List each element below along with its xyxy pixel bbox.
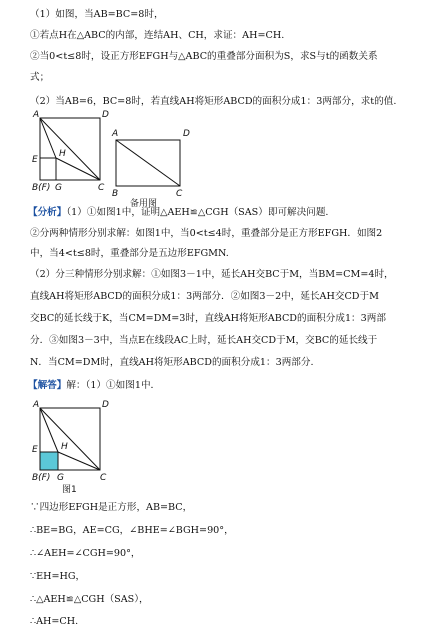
- analysis-line-7: 分．③如图3－3中，当点E在线段AC上时，延长AH交CD于M，交BC的延长线于: [30, 335, 378, 346]
- problem-part2: （2）当AB=6，BC=8时，若直线AH将矩形ABCD的面积分成1：3两部分，求t的值.: [30, 96, 397, 107]
- spare-label-b: B: [112, 189, 119, 199]
- analysis-line-6: 交BC的延长线于K，当CM=DM=3时，直线AH将矩形ABCD的面积分成1：3两部: [30, 313, 386, 324]
- problem-part1-q1: ①若点H在△ABC的内部，连结AH、CH，求证：AH=CH.: [30, 30, 285, 41]
- solution-step-4: ∵EH=HG，: [30, 571, 86, 582]
- fig1-label-a: A: [33, 110, 40, 120]
- fig1-square-efgh: [40, 158, 56, 180]
- fig1-label-c: C: [98, 183, 105, 193]
- sol-fig-label-d: D: [102, 400, 109, 410]
- fig1-line-hc: [56, 158, 100, 180]
- problem-part1-q2-cont: 式；: [30, 72, 50, 83]
- sol-fig-label-g: G: [57, 473, 64, 483]
- spare-caption: 备用图: [130, 199, 158, 209]
- sol-fig-label-a: A: [33, 400, 40, 410]
- fig1-label-g: G: [55, 183, 62, 193]
- analysis-tag: 【分析】: [28, 207, 67, 218]
- solution-step-3: ∴∠AEH=∠CGH=90°，: [30, 548, 141, 559]
- solution-figure-1: [30, 402, 110, 494]
- solution-text-1: 解：（1）①如图1中．: [66, 380, 161, 391]
- sol-fig-line-ah: [40, 408, 58, 452]
- analysis-line-5: 直线AH将矩形ABCD的面积分成1：3两部分．②如图3－2中，延长AH交CD于M: [30, 291, 379, 302]
- solution-step-6: ∴AH=CH.: [30, 616, 79, 627]
- analysis-line-4: （2）分三种情形分别求解：①如图3－1中，延长AH交BC于M，当BM=CM=4时，: [30, 269, 394, 280]
- fig1-label-d: D: [102, 110, 109, 120]
- spare-label-c: C: [176, 189, 183, 199]
- solution-step-5: ∴△AEH≌△CGH（SAS），: [30, 594, 149, 605]
- analysis-line-2: ②分两种情形分别求解：如图1中，当0<t≤4时，重叠部分是正方形EFGH．如图2: [30, 228, 383, 239]
- sol-fig-line-hc: [58, 452, 100, 470]
- figure-1: [30, 112, 110, 192]
- analysis-text-1: （1）①如图1中，证明△AEH≌△CGH（SAS）即可解决问题.: [66, 207, 329, 218]
- spare-diagonal-ac: [116, 140, 180, 186]
- solution-tag: 【解答】: [28, 380, 67, 391]
- sol-fig-label-c: C: [100, 473, 107, 483]
- sol-fig-label-e: E: [32, 445, 38, 455]
- fig1-label-bf: B(F): [32, 183, 51, 193]
- spare-label-a: A: [112, 129, 119, 139]
- analysis-line-8: N．当CM=DM时，直线AH将矩形ABCD的面积分成1：3两部分.: [30, 357, 314, 368]
- sol-fig-label-bf: B(F): [32, 473, 51, 483]
- fig1-label-e: E: [32, 155, 38, 165]
- sol-fig-label-h: H: [61, 442, 68, 452]
- solution-line-1: [28, 379, 160, 393]
- fig1-diagonal-ac: [40, 118, 100, 180]
- figure-spare: [110, 124, 200, 209]
- sol-fig-caption: 图1: [62, 485, 77, 495]
- analysis-line-1: [28, 206, 328, 220]
- spare-label-d: D: [183, 129, 190, 139]
- fig1-label-h: H: [59, 149, 66, 159]
- solution-step-2: ∴BE=BG，AE=CG，∠BHE=∠BGH=90°，: [30, 525, 234, 536]
- analysis-line-3: 中，当4<t≤8时，重叠部分是五边形EFGMN.: [30, 248, 229, 259]
- solution-step-1: ∵四边形EFGH是正方形，AB=BC，: [30, 502, 193, 513]
- problem-part1: （1）如图，当AB=BC=8时，: [30, 9, 164, 20]
- fig1-line-ah: [40, 118, 56, 158]
- problem-part1-q2: ②当0<t≤8时，设正方形EFGH与△ABC的重叠部分面积为S，求S与t的函数关系: [30, 51, 378, 62]
- sol-fig-square-efgh-fill: [40, 452, 58, 470]
